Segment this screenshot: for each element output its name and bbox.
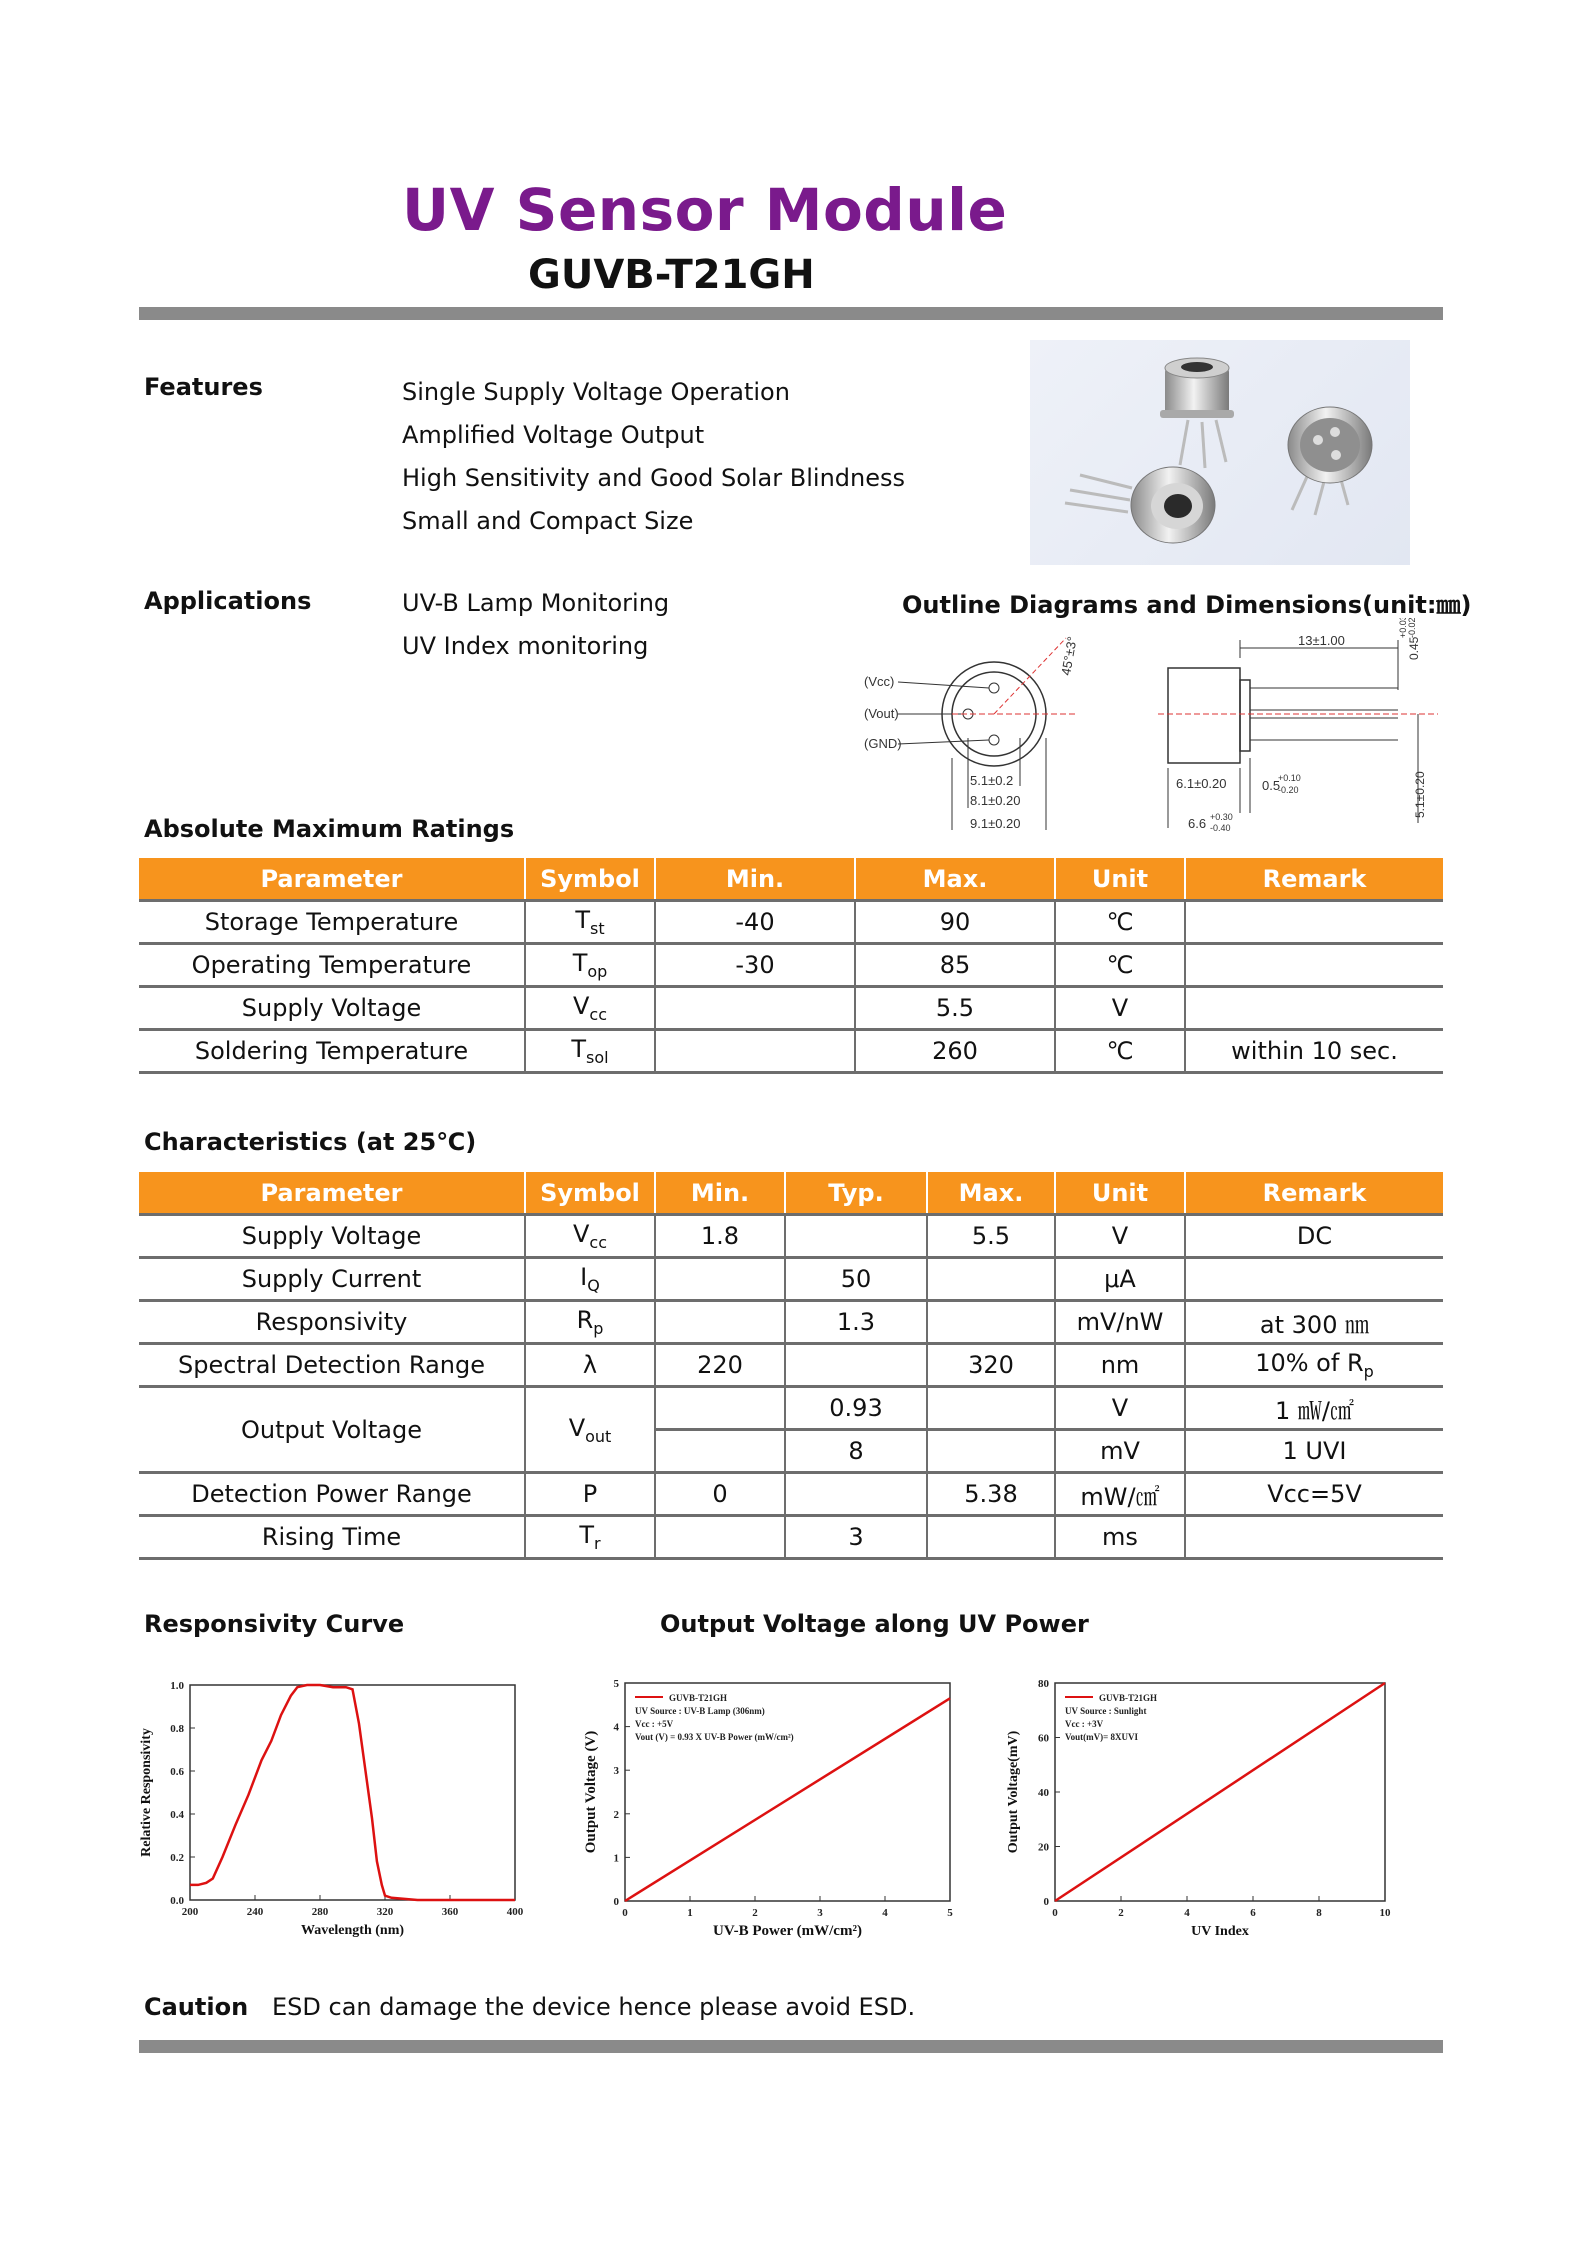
bottom-divider — [139, 2040, 1443, 2053]
legend-text: Vcc : +3V — [1065, 1719, 1104, 1729]
max-cell — [927, 1516, 1055, 1559]
table-row — [139, 1387, 1443, 1430]
amr-table — [139, 858, 1443, 1074]
column-header: Unit — [1055, 858, 1185, 901]
remark-cell: 1 UVI — [1185, 1430, 1443, 1473]
responsivity-chart — [110, 1665, 540, 1955]
output-voltage-uvi-chart — [990, 1665, 1400, 1955]
table-row — [139, 1215, 1443, 1258]
max-cell — [927, 1387, 1055, 1430]
table-row — [139, 1344, 1443, 1387]
x-tick-label: 200 — [181, 1906, 199, 1918]
unit-cell: ℃ — [1055, 944, 1185, 987]
remark-cell — [1185, 944, 1443, 987]
x-tick-label: 5 — [947, 1907, 953, 1919]
x-tick-label: 400 — [506, 1906, 524, 1918]
min-cell — [655, 1430, 785, 1473]
product-photo — [1030, 340, 1410, 565]
remark-cell: Vcc=5V — [1185, 1473, 1443, 1516]
symbol-cell: $I_Q$ — [525, 1258, 655, 1301]
x-tick-label: 2 — [752, 1907, 758, 1919]
dim-label: 13±1.00 — [1298, 633, 1345, 648]
x-tick-label: 4 — [1184, 1907, 1190, 1919]
column-header: Remark — [1185, 1172, 1443, 1215]
legend-text: GUVB-T21GH — [669, 1693, 728, 1703]
unit-cell: V — [1055, 1215, 1185, 1258]
dim-label: 5.1±0.2 — [970, 773, 1014, 788]
applications-heading: Applications — [144, 587, 312, 615]
dim-sup: +0.03 — [1398, 618, 1408, 638]
unit-cell: μA — [1055, 1258, 1185, 1301]
param-cell: Rising Time — [139, 1516, 525, 1559]
dim-label: 0.45 — [1407, 636, 1421, 660]
dim-label: 0.5 — [1262, 778, 1281, 793]
remark-cell: at 300 ㎚ — [1185, 1301, 1443, 1344]
characteristics-heading: Characteristics (at 25℃) — [144, 1128, 477, 1156]
symbol-cell: λ — [525, 1344, 655, 1387]
param-cell: Supply Voltage — [139, 987, 525, 1030]
dim-label: 6.6 — [1188, 816, 1207, 831]
y-tick-label: 0.0 — [170, 1895, 184, 1907]
min-cell — [655, 1258, 785, 1301]
typ-cell: 0.93 — [785, 1387, 927, 1430]
page-title: UV Sensor Module — [402, 176, 1008, 244]
x-tick-label: 0 — [1052, 1907, 1058, 1919]
y-axis-label: Output Voltage (V) — [583, 1730, 599, 1854]
table-row — [139, 1301, 1443, 1344]
column-header: Parameter — [139, 858, 525, 901]
application-item: UV-B Lamp Monitoring — [402, 589, 670, 617]
model-number: GUVB-T21GH — [528, 252, 815, 298]
min-cell — [655, 1301, 785, 1344]
y-axis-label: Output Voltage(mV) — [1006, 1730, 1021, 1854]
remark-cell — [1185, 987, 1443, 1030]
y-tick-label: 0.8 — [170, 1723, 184, 1735]
max-cell: 320 — [927, 1344, 1055, 1387]
column-header: Unit — [1055, 1172, 1185, 1215]
responsivity-heading: Responsivity Curve — [144, 1610, 405, 1638]
min-cell: 1.8 — [655, 1215, 785, 1258]
column-header: Min. — [655, 1172, 785, 1215]
typ-cell: 3 — [785, 1516, 927, 1559]
column-header: Parameter — [139, 1172, 525, 1215]
x-tick-label: 240 — [246, 1906, 264, 1918]
typ-cell: 1.3 — [785, 1301, 927, 1344]
output-voltage-power-chart — [560, 1665, 970, 1955]
table-row — [139, 1473, 1443, 1516]
legend-text: UV Source : UV-B Lamp (306nm) — [635, 1706, 765, 1716]
typ-cell: 50 — [785, 1258, 927, 1301]
x-tick-label: 10 — [1379, 1907, 1391, 1919]
unit-cell: ℃ — [1055, 1030, 1185, 1073]
min-cell: -30 — [655, 944, 855, 987]
table-row — [139, 1516, 1443, 1559]
symbol-cell: $T_{sol}$ — [525, 1030, 655, 1073]
plot-frame — [190, 1685, 515, 1900]
y-tick-label: 20 — [1038, 1841, 1049, 1854]
unit-cell: nm — [1055, 1344, 1185, 1387]
table-header-row — [139, 1172, 1443, 1215]
feature-item: High Sensitivity and Good Solar Blindness — [402, 464, 905, 492]
param-cell: Responsivity — [139, 1301, 525, 1344]
min-cell — [655, 1516, 785, 1559]
x-tick-label: 6 — [1250, 1907, 1256, 1919]
typ-cell — [785, 1473, 927, 1516]
param-cell: Output Voltage — [139, 1387, 525, 1473]
y-tick-label: 1.0 — [170, 1680, 184, 1692]
remark-cell: 10% of $R_p$ — [1185, 1344, 1443, 1387]
typ-cell: 8 — [785, 1430, 927, 1473]
caution-text: ESD can damage the device hence please avoid ESD. — [272, 1993, 916, 2021]
pin-label: (Vout) — [864, 706, 899, 721]
features-heading: Features — [144, 373, 263, 401]
column-header: Max. — [855, 858, 1055, 901]
dim-sub: -0.02 — [1407, 618, 1417, 638]
x-tick-label: 4 — [882, 1907, 888, 1919]
remark-cell: 1 ㎽/㎠ — [1185, 1387, 1443, 1430]
param-cell: Supply Current — [139, 1258, 525, 1301]
param-cell: Detection Power Range — [139, 1473, 525, 1516]
outline-diagram — [858, 618, 1448, 843]
dim-sub: -0.20 — [1278, 785, 1299, 795]
y-tick-label: 5 — [613, 1678, 619, 1690]
y-tick-label: 0.2 — [170, 1852, 184, 1864]
x-tick-label: 280 — [311, 1906, 329, 1918]
max-cell: 85 — [855, 944, 1055, 987]
typ-cell — [785, 1344, 927, 1387]
column-header: Min. — [655, 858, 855, 901]
feature-item: Amplified Voltage Output — [402, 421, 705, 449]
column-header: Symbol — [525, 858, 655, 901]
unit-cell: mV/nW — [1055, 1301, 1185, 1344]
remark-cell: within 10 sec. — [1185, 1030, 1443, 1073]
x-tick-label: 8 — [1316, 1907, 1322, 1919]
remark-cell — [1185, 901, 1443, 944]
remark-cell — [1185, 1516, 1443, 1559]
max-cell — [927, 1430, 1055, 1473]
dim-sub: -0.40 — [1210, 823, 1231, 833]
param-cell: Supply Voltage — [139, 1215, 525, 1258]
outline-heading: Outline Diagrams and Dimensions(unit:㎜) — [902, 591, 1472, 619]
typ-cell — [785, 1215, 927, 1258]
param-cell: Spectral Detection Range — [139, 1344, 525, 1387]
y-tick-label: 0.6 — [170, 1766, 184, 1778]
dim-label: 5.1±0.20 — [1413, 771, 1427, 818]
symbol-cell: P — [525, 1473, 655, 1516]
y-tick-label: 0 — [1043, 1896, 1049, 1908]
unit-cell: ms — [1055, 1516, 1185, 1559]
remark-cell: DC — [1185, 1215, 1443, 1258]
symbol-cell: $T_r$ — [525, 1516, 655, 1559]
max-cell: 5.5 — [927, 1215, 1055, 1258]
x-tick-label: 1 — [687, 1907, 693, 1919]
x-tick-label: 2 — [1118, 1907, 1124, 1919]
table-header-row — [139, 858, 1443, 901]
feature-item: Single Supply Voltage Operation — [402, 378, 790, 406]
legend-text: Vout(mV)= 8XUVI — [1065, 1732, 1139, 1742]
max-cell: 5.38 — [927, 1473, 1055, 1516]
characteristics-table — [139, 1172, 1443, 1560]
min-cell — [655, 1387, 785, 1430]
pin-label: (GND) — [864, 736, 902, 751]
amr-heading: Absolute Maximum Ratings — [144, 815, 515, 843]
column-header: Max. — [927, 1172, 1055, 1215]
unit-cell: mW/㎠ — [1055, 1473, 1185, 1516]
unit-cell: V — [1055, 987, 1185, 1030]
y-tick-label: 80 — [1038, 1678, 1049, 1690]
legend-text: UV Source : Sunlight — [1065, 1706, 1147, 1716]
max-cell — [927, 1258, 1055, 1301]
param-cell: Storage Temperature — [139, 901, 525, 944]
legend-text: GUVB-T21GH — [1099, 1693, 1158, 1703]
symbol-cell: $T_{op}$ — [525, 944, 655, 987]
symbol-cell: $V_{cc}$ — [525, 1215, 655, 1258]
param-cell: Soldering Temperature — [139, 1030, 525, 1073]
table-row — [139, 1258, 1443, 1301]
table-row — [139, 987, 1443, 1030]
min-cell: 0 — [655, 1473, 785, 1516]
applications-list — [402, 582, 669, 668]
output-heading: Output Voltage along UV Power — [660, 1610, 1089, 1638]
symbol-cell: $R_p$ — [525, 1301, 655, 1344]
table-row — [139, 901, 1443, 944]
y-tick-label: 40 — [1038, 1787, 1049, 1799]
table-row — [139, 944, 1443, 987]
min-cell — [655, 987, 855, 1030]
x-tick-label: 0 — [622, 1907, 628, 1919]
dim-label: 8.1±0.20 — [970, 793, 1021, 808]
min-cell: 220 — [655, 1344, 785, 1387]
y-tick-label: 1 — [613, 1852, 619, 1865]
max-cell: 90 — [855, 901, 1055, 944]
angle-label: 45°±3° — [1058, 635, 1080, 677]
y-tick-label: 0.4 — [170, 1809, 184, 1821]
dim-label: 6.1±0.20 — [1176, 776, 1227, 791]
column-header: Typ. — [785, 1172, 927, 1215]
unit-cell: V — [1055, 1387, 1185, 1430]
min-cell: -40 — [655, 901, 855, 944]
x-axis-label: UV Index — [1191, 1924, 1249, 1939]
column-header: Symbol — [525, 1172, 655, 1215]
max-cell: 5.5 — [855, 987, 1055, 1030]
y-tick-label: 2 — [613, 1808, 619, 1821]
param-cell: Operating Temperature — [139, 944, 525, 987]
remark-cell — [1185, 1258, 1443, 1301]
x-tick-label: 320 — [376, 1906, 394, 1918]
symbol-cell: $V_{cc}$ — [525, 987, 655, 1030]
min-cell — [655, 1030, 855, 1073]
max-cell: 260 — [855, 1030, 1055, 1073]
column-header: Remark — [1185, 858, 1443, 901]
x-tick-label: 3 — [817, 1907, 823, 1919]
y-tick-label: 0 — [613, 1896, 619, 1908]
symbol-cell: $V_{out}$ — [525, 1387, 655, 1473]
feature-item: Small and Compact Size — [402, 507, 694, 535]
y-tick-label: 3 — [613, 1765, 619, 1778]
y-tick-label: 60 — [1038, 1732, 1049, 1745]
unit-cell: mV — [1055, 1430, 1185, 1473]
features-list — [402, 371, 905, 543]
dim-sup: +0.10 — [1278, 773, 1301, 783]
dim-sup: +0.30 — [1210, 812, 1233, 822]
x-axis-label: UV-B Power (mW/cm²) — [713, 1923, 862, 1939]
y-axis-label: Relative Responsivity — [139, 1728, 154, 1857]
table-row — [139, 1030, 1443, 1073]
pin-label: (Vcc) — [864, 674, 895, 689]
top-divider — [139, 307, 1443, 320]
legend-text: Vcc : +5V — [635, 1719, 674, 1729]
x-axis-label: Wavelength (nm) — [300, 1923, 405, 1938]
symbol-cell: $T_{st}$ — [525, 901, 655, 944]
dim-label: 9.1±0.20 — [970, 816, 1021, 831]
legend-text: Vout (V) = 0.93 X UV-B Power (mW/cm²) — [635, 1732, 794, 1742]
caution-label: Caution — [144, 1993, 249, 2021]
max-cell — [927, 1301, 1055, 1344]
x-tick-label: 360 — [441, 1906, 459, 1918]
y-tick-label: 4 — [613, 1721, 619, 1734]
application-item: UV Index monitoring — [402, 632, 649, 660]
unit-cell: ℃ — [1055, 901, 1185, 944]
